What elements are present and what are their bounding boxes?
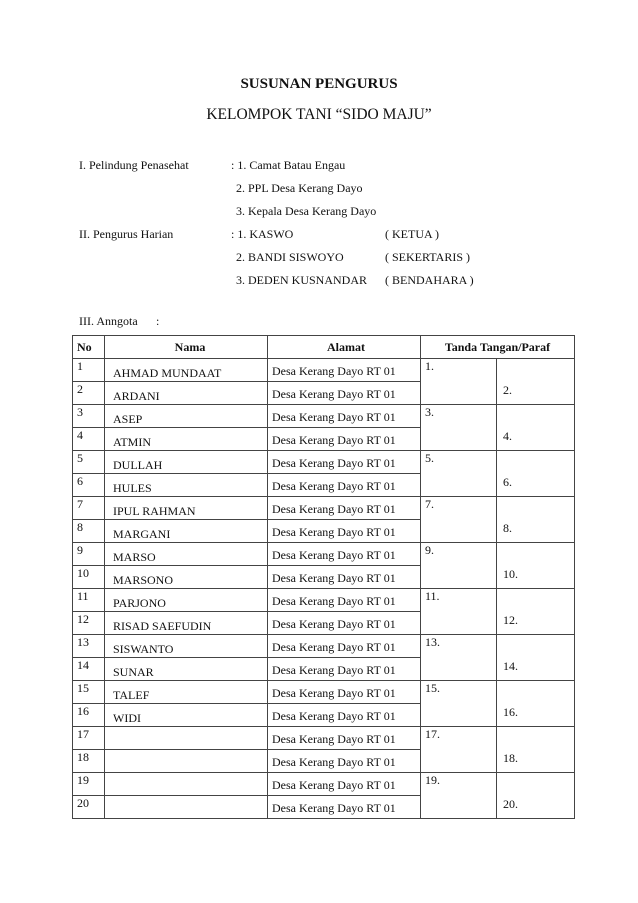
pengurus-name: : 1. KASWO [231, 227, 294, 241]
cell-alamat [268, 451, 421, 474]
cell-no: 11 [73, 589, 105, 612]
signature-number: 4. [503, 429, 512, 443]
signature-cell-odd[interactable]: 3. [421, 405, 497, 451]
member-name: SUNAR [113, 665, 154, 679]
pengurus-role: ( KETUA ) [385, 227, 439, 241]
cell-nama [105, 497, 268, 520]
pengurus-name: 2. BANDI SISWOYO [236, 250, 344, 264]
member-address: Desa Kerang Dayo RT 01 [272, 709, 396, 723]
signature-cell-odd[interactable]: 11. [421, 589, 497, 635]
signature-cell-odd[interactable]: 7. [421, 497, 497, 543]
cell-alamat [268, 658, 421, 681]
signature-cell-even[interactable] [497, 405, 575, 451]
cell-no: 13 [73, 635, 105, 658]
signature-cell-even[interactable] [497, 543, 575, 589]
cell-no: 10 [73, 566, 105, 589]
signature-number: 12. [503, 613, 518, 627]
member-address: Desa Kerang Dayo RT 01 [272, 617, 396, 631]
header-nama: Nama [105, 336, 268, 359]
table-header-row [73, 336, 575, 359]
table-row [73, 589, 575, 612]
signature-cell-odd[interactable]: 9. [421, 543, 497, 589]
member-address: Desa Kerang Dayo RT 01 [272, 686, 396, 700]
cell-no: 15 [73, 681, 105, 704]
signature-cell-even[interactable] [497, 451, 575, 497]
table-row [73, 451, 575, 474]
member-name: RISAD SAEFUDIN [113, 619, 212, 633]
members-table [72, 335, 575, 819]
cell-nama [105, 566, 268, 589]
member-address: Desa Kerang Dayo RT 01 [272, 364, 396, 378]
cell-nama [105, 359, 268, 382]
cell-no: 16 [73, 704, 105, 727]
cell-alamat [268, 428, 421, 451]
cell-alamat [268, 704, 421, 727]
cell-nama [105, 589, 268, 612]
member-address: Desa Kerang Dayo RT 01 [272, 755, 396, 769]
member-address: Desa Kerang Dayo RT 01 [272, 801, 396, 815]
cell-no: 12 [73, 612, 105, 635]
cell-no: 19 [73, 773, 105, 796]
cell-nama [105, 543, 268, 566]
signature-cell-odd[interactable]: 5. [421, 451, 497, 497]
member-address: Desa Kerang Dayo RT 01 [272, 663, 396, 677]
cell-alamat [268, 750, 421, 773]
member-name: WIDI [113, 711, 141, 725]
cell-alamat [268, 474, 421, 497]
cell-no: 14 [73, 658, 105, 681]
cell-alamat [268, 497, 421, 520]
pelindung-item: 2. PPL Desa Kerang Dayo [236, 181, 363, 195]
table-row [73, 405, 575, 428]
cell-no: 1 [73, 359, 105, 382]
cell-alamat [268, 681, 421, 704]
signature-cell-even[interactable] [497, 359, 575, 405]
signature-number: 20. [503, 797, 518, 811]
cell-no: 3 [73, 405, 105, 428]
pengurus-role: ( SEKERTARIS ) [385, 250, 470, 264]
pengurus-label: II. Pengurus Harian [79, 227, 174, 241]
member-name: HULES [113, 481, 152, 495]
signature-cell-odd[interactable]: 15. [421, 681, 497, 727]
cell-alamat [268, 566, 421, 589]
member-name: MARSONO [113, 573, 174, 587]
member-name: TALEF [113, 688, 150, 702]
member-name: SISWANTO [113, 642, 174, 656]
signature-number: 18. [503, 751, 518, 765]
signature-number: 14. [503, 659, 518, 673]
cell-alamat [268, 405, 421, 428]
anggota-label: III. Anngota [79, 314, 138, 328]
table-row [73, 773, 575, 796]
member-address: Desa Kerang Dayo RT 01 [272, 525, 396, 539]
signature-cell-odd[interactable]: 17. [421, 727, 497, 773]
member-name: IPUL RAHMAN [113, 504, 196, 518]
signature-number: 6. [503, 475, 512, 489]
member-address: Desa Kerang Dayo RT 01 [272, 456, 396, 470]
cell-no: 5 [73, 451, 105, 474]
cell-nama [105, 681, 268, 704]
member-name: MARSO [113, 550, 156, 564]
pelindung-item: 3. Kepala Desa Kerang Dayo [236, 204, 377, 218]
header-ttd: Tanda Tangan/Paraf [421, 336, 575, 359]
cell-alamat [268, 589, 421, 612]
pelindung-label: I. Pelindung Penasehat [79, 158, 189, 172]
member-address: Desa Kerang Dayo RT 01 [272, 479, 396, 493]
member-name: ASEP [113, 412, 143, 426]
cell-nama [105, 474, 268, 497]
member-address: Desa Kerang Dayo RT 01 [272, 433, 396, 447]
cell-alamat [268, 520, 421, 543]
pengurus-role: ( BENDAHARA ) [385, 273, 474, 287]
table-row [73, 681, 575, 704]
cell-alamat [268, 382, 421, 405]
cell-nama [105, 382, 268, 405]
signature-number: 10. [503, 567, 518, 581]
signature-cell-even[interactable] [497, 635, 575, 681]
member-address: Desa Kerang Dayo RT 01 [272, 548, 396, 562]
cell-no: 6 [73, 474, 105, 497]
member-address: Desa Kerang Dayo RT 01 [272, 778, 396, 792]
pelindung-item: : 1. Camat Batau Engau [231, 158, 346, 172]
cell-no: 7 [73, 497, 105, 520]
cell-no: 2 [73, 382, 105, 405]
table-row [73, 543, 575, 566]
table-row [73, 635, 575, 658]
anggota-colon: : [156, 314, 160, 328]
cell-nama [105, 773, 268, 796]
signature-cell-odd[interactable]: 13. [421, 635, 497, 681]
member-name: AHMAD MUNDAAT [113, 366, 222, 380]
member-address: Desa Kerang Dayo RT 01 [272, 410, 396, 424]
cell-nama [105, 727, 268, 750]
signature-cell-odd[interactable]: 1. [421, 359, 497, 405]
cell-nama [105, 451, 268, 474]
signature-number: 16. [503, 705, 518, 719]
member-address: Desa Kerang Dayo RT 01 [272, 387, 396, 401]
member-name: ATMIN [113, 435, 151, 449]
header-alamat: Alamat [268, 336, 421, 359]
signature-cell-even[interactable] [497, 497, 575, 543]
cell-nama [105, 658, 268, 681]
cell-alamat [268, 727, 421, 750]
cell-nama [105, 612, 268, 635]
member-address: Desa Kerang Dayo RT 01 [272, 502, 396, 516]
member-address: Desa Kerang Dayo RT 01 [272, 640, 396, 654]
table-row [73, 359, 575, 382]
signature-cell-even[interactable] [497, 681, 575, 727]
cell-no: 8 [73, 520, 105, 543]
pengurus-name: 3. DEDEN KUSNANDAR [236, 273, 367, 287]
member-name: DULLAH [113, 458, 163, 472]
cell-alamat [268, 612, 421, 635]
page-title: SUSUNAN PENGURUS [240, 76, 398, 92]
table-row [73, 497, 575, 520]
member-name: MARGANI [113, 527, 171, 541]
member-address: Desa Kerang Dayo RT 01 [272, 732, 396, 746]
member-address: Desa Kerang Dayo RT 01 [272, 594, 396, 608]
cell-alamat [268, 635, 421, 658]
cell-nama [105, 635, 268, 658]
cell-no: 4 [73, 428, 105, 451]
cell-alamat [268, 773, 421, 796]
cell-no: 18 [73, 750, 105, 773]
member-name: PARJONO [113, 596, 166, 610]
signature-cell-odd[interactable]: 19. [421, 773, 497, 819]
cell-nama [105, 405, 268, 428]
cell-nama [105, 796, 268, 819]
member-name: ARDANI [113, 389, 160, 403]
signature-number: 2. [503, 383, 512, 397]
cell-alamat [268, 359, 421, 382]
cell-nama [105, 520, 268, 543]
signature-cell-even[interactable] [497, 773, 575, 819]
cell-nama [105, 428, 268, 451]
cell-no: 9 [73, 543, 105, 566]
table-body [73, 359, 575, 819]
cell-nama [105, 704, 268, 727]
signature-number: 8. [503, 521, 512, 535]
cell-no: 20 [73, 796, 105, 819]
page-subtitle: KELOMPOK TANI “SIDO MAJU” [206, 106, 432, 123]
cell-alamat [268, 543, 421, 566]
header-no: No [73, 336, 105, 359]
signature-cell-even[interactable] [497, 727, 575, 773]
table-row [73, 727, 575, 750]
cell-no: 17 [73, 727, 105, 750]
cell-nama [105, 750, 268, 773]
cell-alamat [268, 796, 421, 819]
signature-cell-even[interactable] [497, 589, 575, 635]
member-address: Desa Kerang Dayo RT 01 [272, 571, 396, 585]
